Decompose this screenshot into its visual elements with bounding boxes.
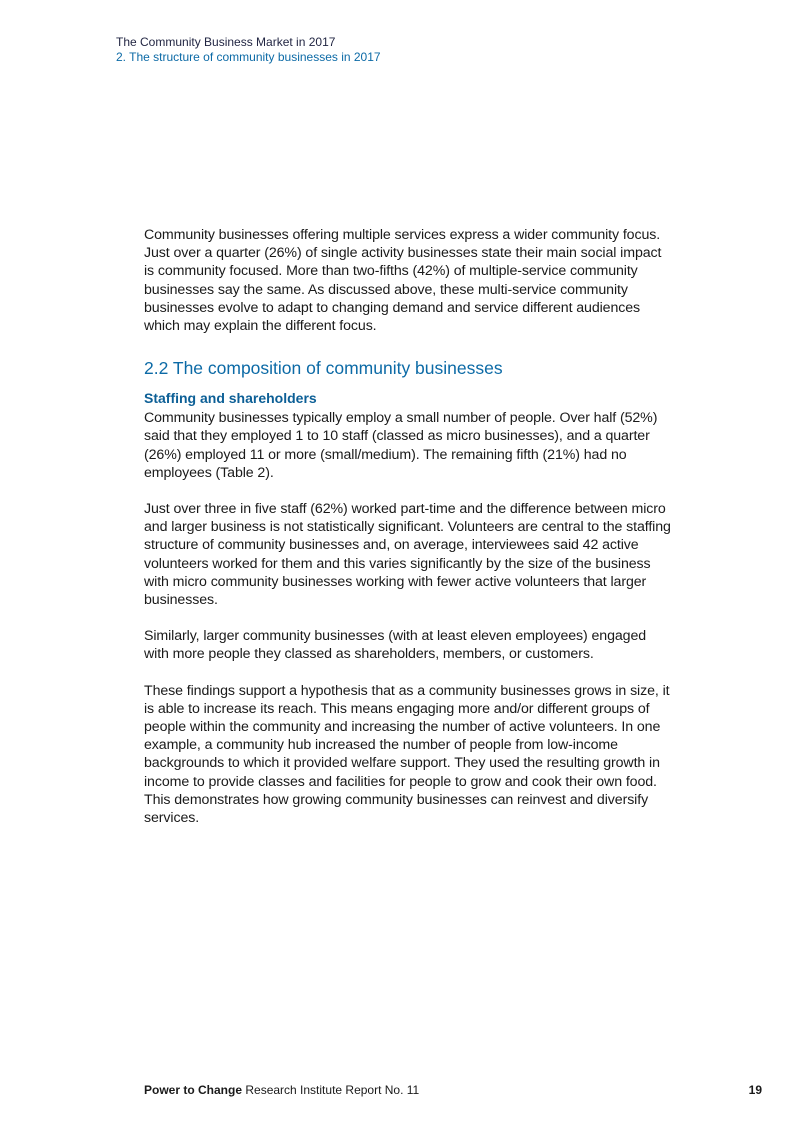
body-paragraph: Community businesses typically employ a small number of people. Over half (52%) said that they employed 1 to 10 staff (classed as micro businesses), and a quarter (26%) employed 11 or more (small/medium). The remaining fifth (21%) had no employees (Table 2).	[144, 410, 658, 481]
section-heading: 2.2 The composition of community businesses	[144, 358, 503, 379]
report-title: The Community Business Market in 2017	[116, 35, 336, 49]
page-footer	[144, 1083, 762, 1097]
subsection-heading: Staffing and shareholders	[144, 390, 317, 407]
page-body	[144, 226, 674, 827]
footer-series: Research Institute Report No. 11	[245, 1083, 420, 1097]
chapter-title: 2. The structure of community businesses in 2017	[116, 50, 381, 64]
body-paragraph: Similarly, larger community businesses (with at least eleven employees) engaged with more people they classed as shareholders, members, or customers.	[144, 628, 647, 663]
footer-brand: Power to Change	[144, 1083, 243, 1097]
body-paragraph: These findings support a hypothesis that as a community businesses grows in size, it is able to increase its reach. This means engaging more and/or different groups of people within the community and increasing the number of active volunteers. In one example, a community hub increased the number of people from low-income backgrounds to which it provided welfare support. They used the resulting growth in income to provide classes and facilities for people to grow and cook their own food. This demonstrates how growing community businesses can reinvest and diversify services.	[144, 682, 670, 827]
running-header	[116, 35, 381, 65]
page-number: 19	[748, 1083, 762, 1097]
body-paragraph: Just over three in five staff (62%) worked part-time and the difference between micro and larger business is not statistically significant. Volunteers are central to the staffing structure of community businesses and, on average, interviewees said 42 active volunteers worked for them and this varies significantly by the size of the business with micro community businesses working with fewer active volunteers that larger businesses.	[144, 501, 671, 609]
intro-paragraph: Community businesses offering multiple services express a wider community focus. Just over a quarter (26%) of single activity businesses state their main social impact is community focused. More than two-fifths (42%) of multiple-service community businesses say the same. As discussed above, these multi-service community businesses evolve to adapt to changing demand and service different audiences which may explain the different focus.	[144, 227, 662, 335]
